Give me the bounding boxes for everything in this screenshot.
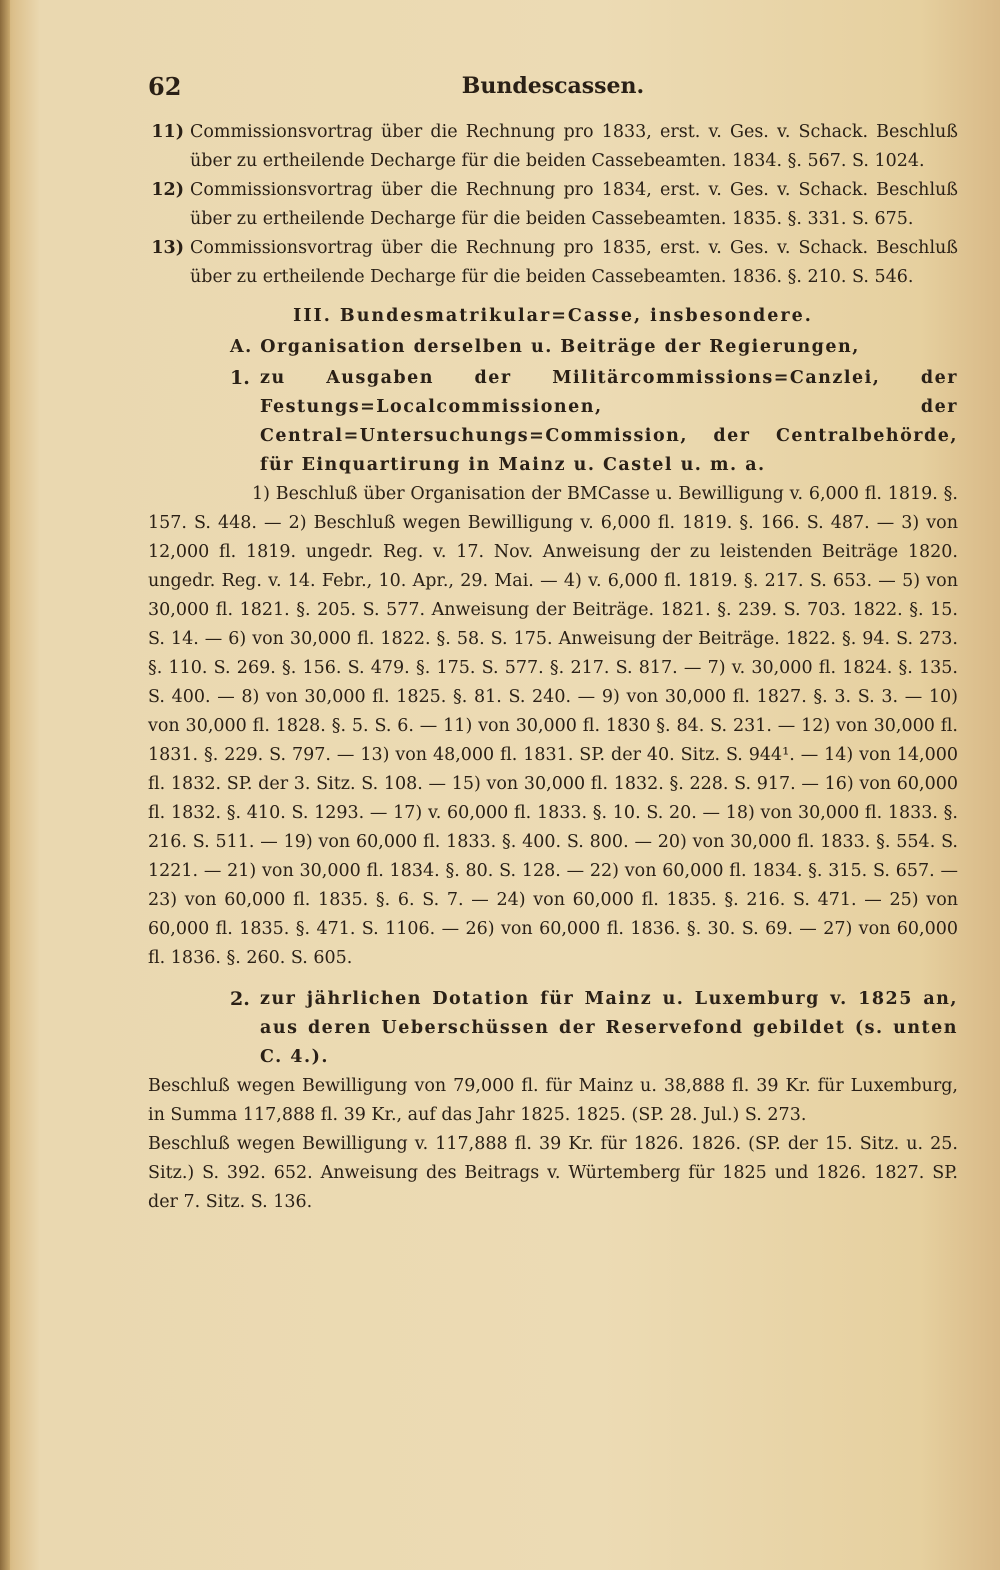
page-number: 62	[148, 72, 182, 101]
entry-text: Commissionsvortrag über die Rechnung pro 1833, erst. v. Ges. v. Schack. Beschluß über zu ertheilende Decharge für die beiden Cassebeamten. 1834. §. 567. S. 1024.	[190, 122, 958, 171]
item2-paragraph-2: Beschluß wegen Bewilligung v. 117,888 fl. 39 Kr. für 1826. 1826. (SP. der 15. Sitz. u. 25. Sitz.) S. 392. 652. Anweisung des Beitrags v. Würtemberg für 1825 und 1826. 1827. SP. der 7. Sitz. S. 136.	[148, 1134, 958, 1212]
book-spine-shadow	[0, 0, 10, 1570]
running-title: Bundescassen.	[461, 73, 645, 99]
section-heading-III: III. Bundesmatrikular=Casse, insbesondere.	[293, 306, 813, 326]
entry-text: Commissionsvortrag über die Rechnung pro 1834, erst. v. Ges. v. Schack. Beschluß über zu ertheilende Decharge für die beiden Cassebeamten. 1835. §. 331. S. 675.	[190, 180, 958, 229]
entry-number: 13)	[151, 238, 184, 258]
item2-paragraph-1: Beschluß wegen Bewilligung von 79,000 fl. für Mainz u. 38,888 fl. 39 Kr. für Luxemburg, in Summa 117,888 fl. 39 Kr., auf das Jahr 1825. 1825. (SP. 28. Jul.) S. 273.	[148, 1076, 958, 1125]
item-number: 1.	[230, 367, 250, 389]
page-content	[148, 72, 958, 1217]
entry-number: 12)	[151, 180, 184, 200]
entry-11	[148, 118, 958, 176]
subsection-heading-A: A. Organisation derselben u. Beiträge der Regierungen,	[230, 337, 860, 357]
item-heading-text: zur jährlichen Dotation für Mainz u. Luxemburg v. 1825 an, aus deren Ueberschüssen der Reservefond gebildet (s. unten C. 4.).	[260, 989, 958, 1067]
item-heading-text: zu Ausgaben der Militärcommissions=Canzlei, der Festungs=Localcommissionen, der Central=Untersuchungs=Commission, der Centralbehörde, für Einquartirung in Mainz u. Castel u. m. a.	[260, 368, 958, 475]
item-heading-1	[230, 364, 958, 480]
item-heading-2	[230, 985, 958, 1072]
item-number: 2.	[230, 988, 250, 1010]
entry-number: 11)	[151, 122, 184, 142]
item1-body: 1) Beschluß über Organisation der BMCasse u. Bewilligung v. 6,000 fl. 1819. §. 157. S. 448. — 2) Beschluß wegen Bewilligung v. 6,000 fl. 1819. §. 166. S. 487. — 3) von 12,000 fl. 1819. ungedr. Reg. v. 17. Nov. Anweisung der zu leistenden Beiträge 1820. ungedr. Reg. v. 14. Febr., 10. Apr., 29. Mai. — 4) v. 6,000 fl. 1819. §. 217. S. 653. — 5) von 30,000 fl. 1821. §. 205. S. 577. Anweisung der Beiträge. 1821. §. 239. S. 703. 1822. §. 15. S. 14. — 6) von 30,000 fl. 1822. §. 58. S. 175. Anweisung der Beiträge. 1822. §. 94. S. 273. §. 110. S. 269. §. 156. S. 479. §. 175. S. 577. §. 217. S. 817. — 7) v. 30,000 fl. 1824. §. 135. S. 400. — 8) von 30,000 fl. 1825. §. 81. S. 240. — 9) von 30,000 fl. 1827. §. 3. S. 3. — 10) von 30,000 fl. 1828. §. 5. S. 6. — 11) von 30,000 fl. 1830 §. 84. S. 231. — 12) von 30,000 fl. 1831. §. 229. S. 797. — 13) von 48,000 fl. 1831. SP. der 40. Sitz. S. 944¹. — 14) von 14,000 fl. 1832. SP. der 3. Sitz. S. 108. — 15) von 30,000 fl. 1832. §. 228. S. 917. — 16) von 60,000 fl. 1832. §. 410. S. 1293. — 17) v. 60,000 fl. 1833. §. 10. S. 20. — 18) von 30,000 fl. 1833. §. 216. S. 511. — 19) von 60,000 fl. 1833. §. 400. S. 800. — 20) von 30,000 fl. 1833. §. 554. S. 1221. — 21) von 30,000 fl. 1834. §. 80. S. 128. — 22) von 60,000 fl. 1834. §. 315. S. 657. — 23) von 60,000 fl. 1835. §. 6. S. 7. — 24) von 60,000 fl. 1835. §. 216. S. 471. — 25) von 60,000 fl. 1835. §. 471. S. 1106. — 26) von 60,000 fl. 1836. §. 30. S. 69. — 27) von 60,000 fl. 1836. §. 260. S. 605.	[148, 484, 958, 968]
page-header	[148, 72, 958, 112]
entry-12	[148, 176, 958, 234]
entry-13	[148, 234, 958, 292]
entry-text: Commissionsvortrag über die Rechnung pro 1835, erst. v. Ges. v. Schack. Beschluß über zu ertheilende Decharge für die beiden Cassebeamten. 1836. §. 210. S. 546.	[190, 238, 958, 287]
